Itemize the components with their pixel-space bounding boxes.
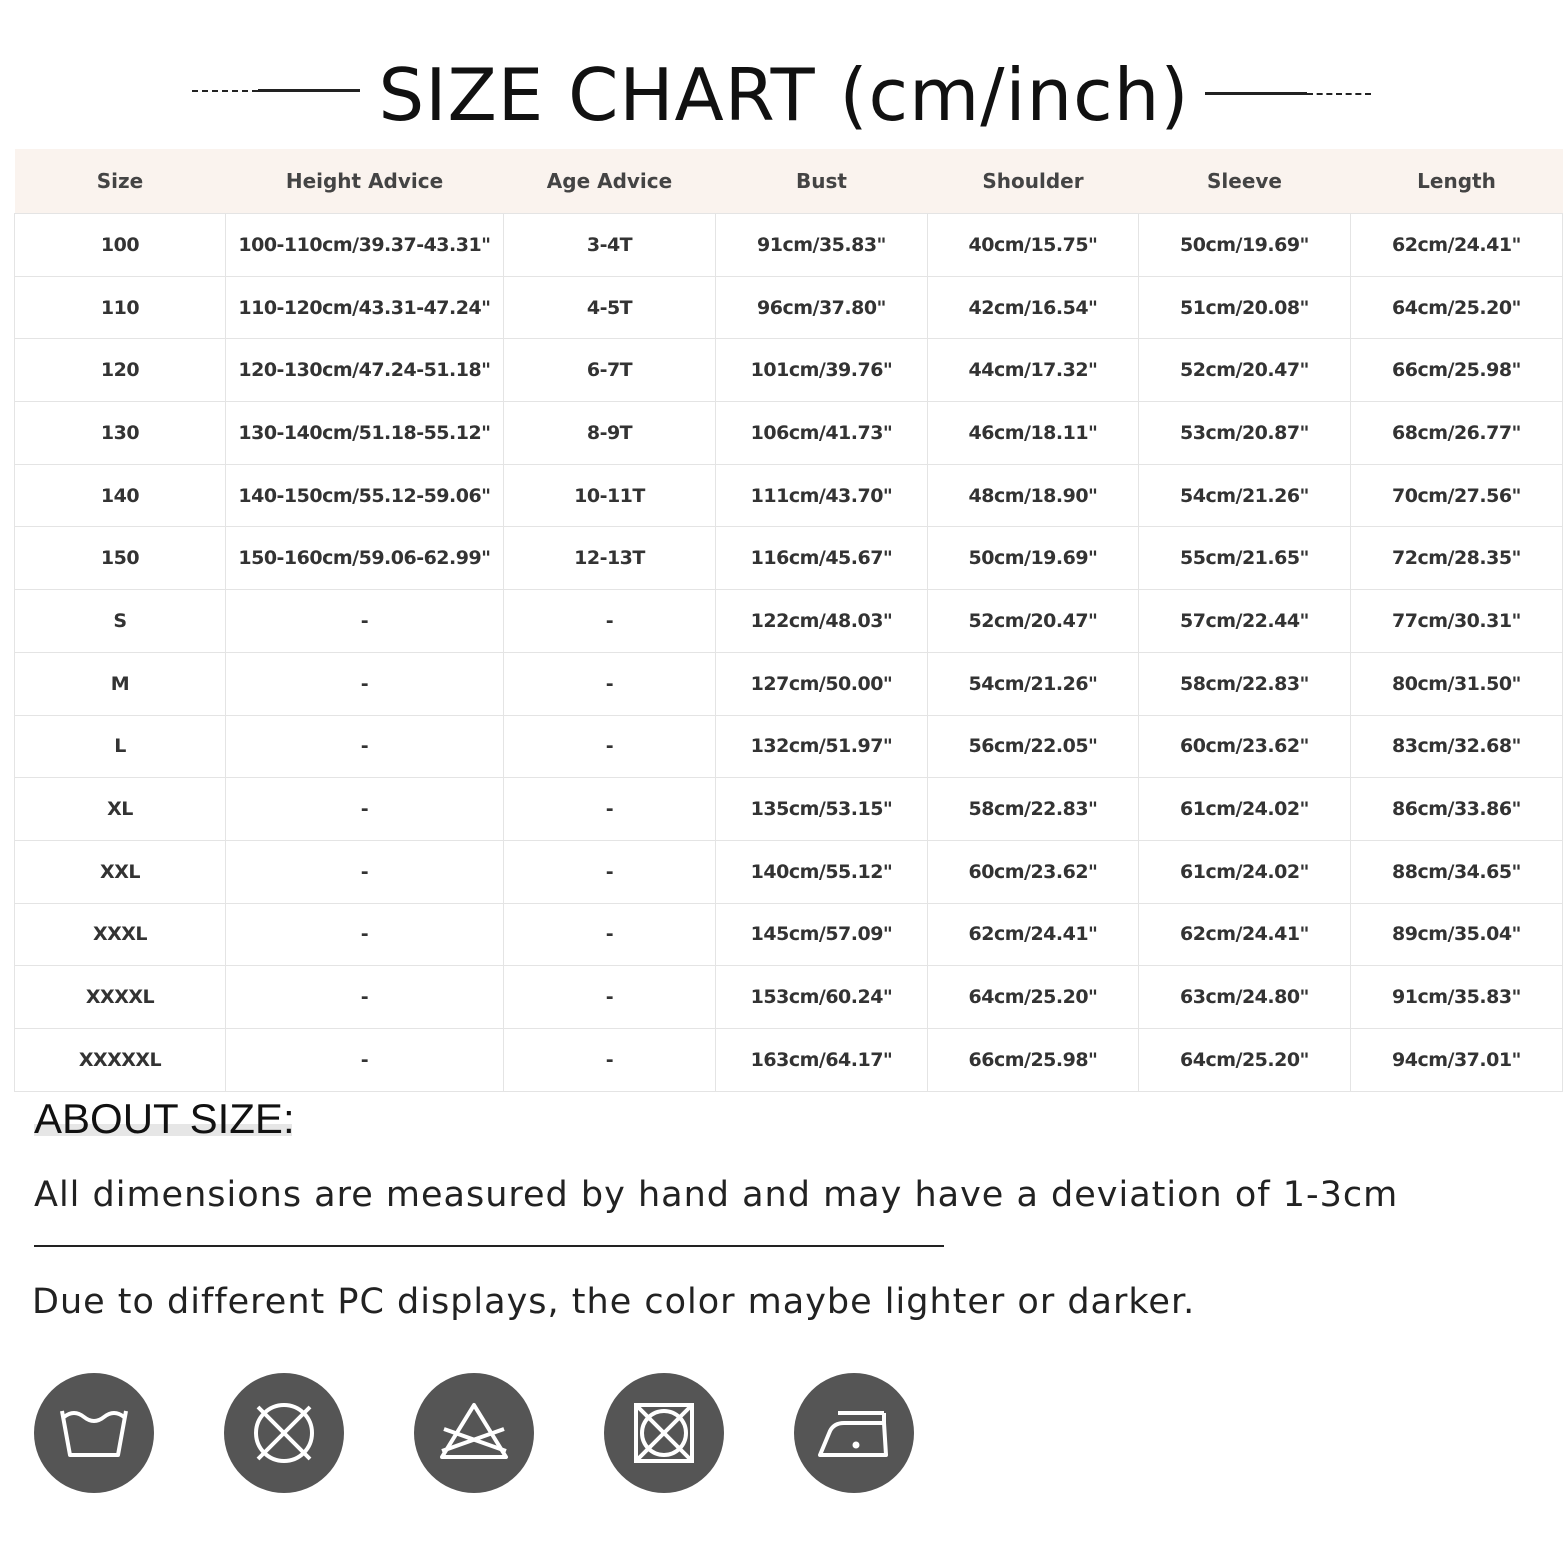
cell-height-advice: - [226, 840, 504, 903]
cell-sleeve: 52cm/20.47" [1139, 339, 1351, 402]
cell-age-advice: - [504, 778, 716, 841]
cell-size: M [15, 652, 226, 715]
size-table [14, 149, 1563, 1092]
cell-height-advice: 150-160cm/59.06-62.99" [226, 527, 504, 590]
cell-size: 140 [15, 464, 226, 527]
cell-height-advice: - [226, 652, 504, 715]
cell-height-advice: 140-150cm/55.12-59.06" [226, 464, 504, 527]
cell-age-advice: 12-13T [504, 527, 716, 590]
title-deco-right-dash [1307, 93, 1371, 95]
cell-size: XXL [15, 840, 226, 903]
table-row [15, 652, 1563, 715]
cell-shoulder: 50cm/19.69" [928, 527, 1139, 590]
cell-bust: 91cm/35.83" [716, 214, 928, 277]
cell-age-advice: - [504, 840, 716, 903]
cell-bust: 135cm/53.15" [716, 778, 928, 841]
cell-length: 62cm/24.41" [1351, 214, 1563, 277]
iron-low-heat-icon [794, 1373, 914, 1493]
cell-size: 120 [15, 339, 226, 402]
cell-height-advice: - [226, 590, 504, 653]
table-row [15, 715, 1563, 778]
cell-shoulder: 40cm/15.75" [928, 214, 1139, 277]
cell-sleeve: 50cm/19.69" [1139, 214, 1351, 277]
table-row [15, 214, 1563, 277]
cell-size: XXXXL [15, 966, 226, 1029]
cell-shoulder: 66cm/25.98" [928, 1028, 1139, 1091]
cell-size: 130 [15, 402, 226, 465]
cell-length: 77cm/30.31" [1351, 590, 1563, 653]
hand-wash-icon [34, 1373, 154, 1493]
cell-length: 80cm/31.50" [1351, 652, 1563, 715]
title-deco-right-line [1205, 92, 1307, 95]
cell-bust: 163cm/64.17" [716, 1028, 928, 1091]
care-icons-row [34, 1373, 934, 1493]
cell-size: XXXXXL [15, 1028, 226, 1091]
cell-size: 110 [15, 276, 226, 339]
cell-shoulder: 60cm/23.62" [928, 840, 1139, 903]
cell-sleeve: 57cm/22.44" [1139, 590, 1351, 653]
cell-height-advice: - [226, 1028, 504, 1091]
cell-sleeve: 63cm/24.80" [1139, 966, 1351, 1029]
cell-size: XXXL [15, 903, 226, 966]
cell-height-advice: - [226, 778, 504, 841]
cell-bust: 106cm/41.73" [716, 402, 928, 465]
cell-age-advice: 4-5T [504, 276, 716, 339]
table-row [15, 464, 1563, 527]
cell-size: S [15, 590, 226, 653]
cell-size: 150 [15, 527, 226, 590]
measurement-note: All dimensions are measured by hand and may have a deviation of 1-3cm [34, 1175, 1399, 1215]
cell-length: 83cm/32.68" [1351, 715, 1563, 778]
header-shoulder: Shoulder [928, 149, 1139, 214]
cell-height-advice: 130-140cm/51.18-55.12" [226, 402, 504, 465]
cell-shoulder: 52cm/20.47" [928, 590, 1139, 653]
cell-length: 68cm/26.77" [1351, 402, 1563, 465]
color-note: Due to different PC displays, the color maybe lighter or darker. [32, 1282, 1196, 1322]
cell-shoulder: 54cm/21.26" [928, 652, 1139, 715]
table-row [15, 402, 1563, 465]
cell-shoulder: 64cm/25.20" [928, 966, 1139, 1029]
cell-height-advice: - [226, 903, 504, 966]
cell-age-advice: - [504, 1028, 716, 1091]
cell-length: 70cm/27.56" [1351, 464, 1563, 527]
header-height-advice: Height Advice [226, 149, 504, 214]
table-row [15, 840, 1563, 903]
cell-age-advice: 10-11T [504, 464, 716, 527]
table-row [15, 966, 1563, 1029]
cell-length: 66cm/25.98" [1351, 339, 1563, 402]
cell-bust: 127cm/50.00" [716, 652, 928, 715]
do-not-dry-clean-icon [604, 1373, 724, 1493]
cell-length: 88cm/34.65" [1351, 840, 1563, 903]
cell-sleeve: 61cm/24.02" [1139, 840, 1351, 903]
cell-bust: 96cm/37.80" [716, 276, 928, 339]
page-title: SIZE CHART (cm/inch) [378, 53, 1190, 137]
cell-bust: 145cm/57.09" [716, 903, 928, 966]
cell-age-advice: - [504, 903, 716, 966]
cell-sleeve: 64cm/25.20" [1139, 1028, 1351, 1091]
cell-height-advice: 100-110cm/39.37-43.31" [226, 214, 504, 277]
cell-shoulder: 48cm/18.90" [928, 464, 1139, 527]
table-row [15, 903, 1563, 966]
cell-height-advice: - [226, 966, 504, 1029]
table-row [15, 339, 1563, 402]
do-not-bleach-icon [414, 1373, 534, 1493]
cell-shoulder: 58cm/22.83" [928, 778, 1139, 841]
header-bust: Bust [716, 149, 928, 214]
cell-bust: 153cm/60.24" [716, 966, 928, 1029]
cell-sleeve: 58cm/22.83" [1139, 652, 1351, 715]
cell-length: 91cm/35.83" [1351, 966, 1563, 1029]
cell-sleeve: 55cm/21.65" [1139, 527, 1351, 590]
cell-age-advice: 6-7T [504, 339, 716, 402]
cell-height-advice: - [226, 715, 504, 778]
about-size-title: ABOUT SIZE: [34, 1095, 295, 1142]
table-row [15, 590, 1563, 653]
table-row [15, 778, 1563, 841]
cell-bust: 132cm/51.97" [716, 715, 928, 778]
cell-size: L [15, 715, 226, 778]
cell-age-advice: - [504, 652, 716, 715]
table-row [15, 527, 1563, 590]
header-sleeve: Sleeve [1139, 149, 1351, 214]
cell-sleeve: 54cm/21.26" [1139, 464, 1351, 527]
header-length: Length [1351, 149, 1563, 214]
title-area [0, 50, 1568, 140]
cell-sleeve: 62cm/24.41" [1139, 903, 1351, 966]
table-body [15, 214, 1563, 1092]
header-age-advice: Age Advice [504, 149, 716, 214]
cell-bust: 140cm/55.12" [716, 840, 928, 903]
cell-length: 64cm/25.20" [1351, 276, 1563, 339]
cell-size: 100 [15, 214, 226, 277]
cell-shoulder: 62cm/24.41" [928, 903, 1139, 966]
divider-line [34, 1245, 944, 1247]
cell-length: 89cm/35.04" [1351, 903, 1563, 966]
cell-bust: 111cm/43.70" [716, 464, 928, 527]
cell-sleeve: 53cm/20.87" [1139, 402, 1351, 465]
cell-bust: 101cm/39.76" [716, 339, 928, 402]
cell-sleeve: 60cm/23.62" [1139, 715, 1351, 778]
cell-height-advice: 120-130cm/47.24-51.18" [226, 339, 504, 402]
do-not-tumble-dry-icon [224, 1373, 344, 1493]
cell-age-advice: 3-4T [504, 214, 716, 277]
cell-age-advice: - [504, 590, 716, 653]
cell-bust: 116cm/45.67" [716, 527, 928, 590]
cell-length: 86cm/33.86" [1351, 778, 1563, 841]
cell-age-advice: 8-9T [504, 402, 716, 465]
cell-shoulder: 46cm/18.11" [928, 402, 1139, 465]
cell-shoulder: 44cm/17.32" [928, 339, 1139, 402]
cell-age-advice: - [504, 715, 716, 778]
cell-shoulder: 56cm/22.05" [928, 715, 1139, 778]
cell-size: XL [15, 778, 226, 841]
cell-length: 94cm/37.01" [1351, 1028, 1563, 1091]
table-row [15, 276, 1563, 339]
table-header-row [15, 149, 1563, 214]
cell-age-advice: - [504, 966, 716, 1029]
table-row [15, 1028, 1563, 1091]
cell-bust: 122cm/48.03" [716, 590, 928, 653]
cell-sleeve: 51cm/20.08" [1139, 276, 1351, 339]
cell-sleeve: 61cm/24.02" [1139, 778, 1351, 841]
cell-shoulder: 42cm/16.54" [928, 276, 1139, 339]
cell-height-advice: 110-120cm/43.31-47.24" [226, 276, 504, 339]
header-size: Size [15, 149, 226, 214]
cell-length: 72cm/28.35" [1351, 527, 1563, 590]
